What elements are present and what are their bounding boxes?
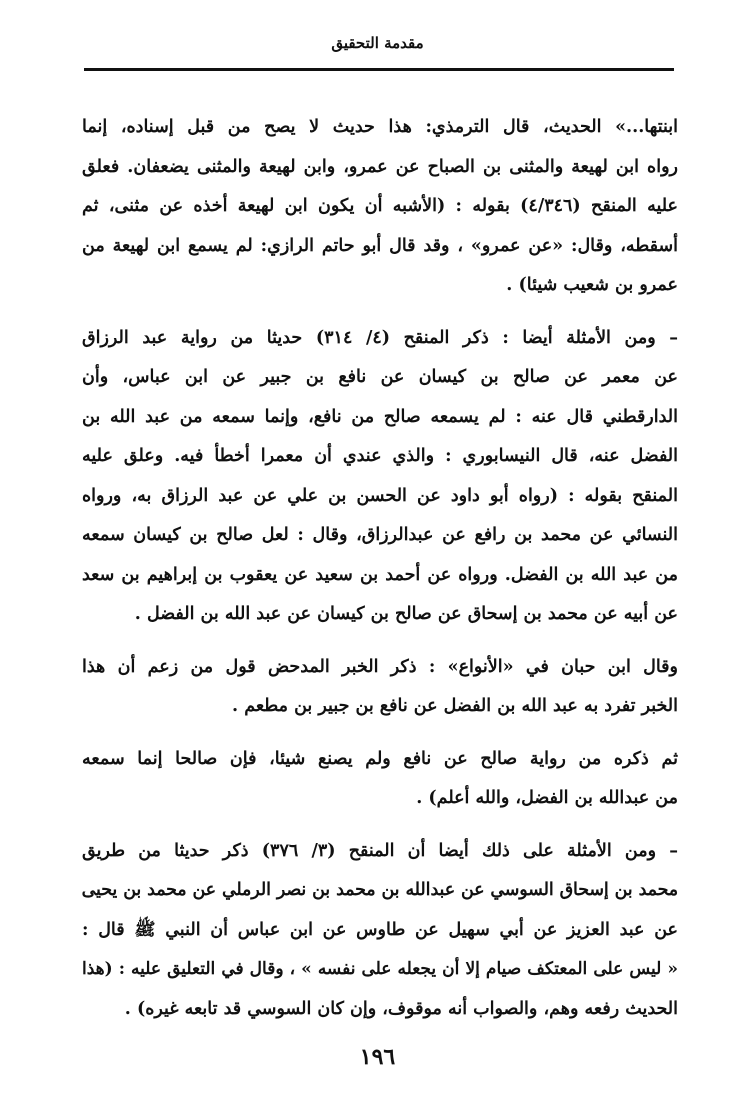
text-line: الحديث رفعه وهم، والصواب أنه موقوف، وإن كان السوسي قد تابعه غيره) . <box>124 998 678 1019</box>
text-line: عليه المنقح (٤/٣٤٦) بقوله : (الأشبه أن يكون ابن لهيعة أخذه عن مثنى، ثم <box>82 196 678 216</box>
text-line: عمرو بن شعيب شيئا) . <box>506 275 678 295</box>
text-line: الدارقطني قال عنه : لم يسمعه صالح من نافع، وإنما سمعه من عبد الله بن <box>82 406 678 427</box>
text-line: النسائي عن محمد بن رافع عن عبدالرزاق، وقال : لعل صالح بن كيسان سمعه <box>82 525 678 545</box>
header-rule <box>84 68 674 71</box>
page-number: ١٩٦ <box>359 1044 396 1070</box>
text-line: ابنتها...» الحديث، قال الترمذي: هذا حديث لا يصح من قبل إسناده، إنما <box>82 117 678 137</box>
text-line: ثم ذكره من رواية صالح عن نافع ولم يصنع شيئا، فإن صالحا إنما سمعه <box>82 748 678 769</box>
text-line: – ومن الأمثلة أيضا : ذكر المنقح (٤/ ٣١٤) حديثا من رواية عبد الرزاق <box>82 327 679 348</box>
paragraph-1 <box>82 108 678 306</box>
paragraph-3 <box>82 648 678 727</box>
text-line: الخبر تفرد به عبد الله بن الفضل عن نافع بن جبير بن مطعم . <box>232 696 678 716</box>
text-line: وقال ابن حبان في «الأنواع» : ذكر الخبر المدحض قول من زعم أن هذا <box>82 656 678 677</box>
text-line: أسقطه، وقال: «عن عمرو» ، وقد قال أبو حاتم الرازي: لم يسمع ابن لهيعة من <box>82 235 678 256</box>
text-line: الفضل عنه، قال النيسابوري : والذي عندي أن معمرا أخطأ فيه. وعلق عليه <box>82 446 678 466</box>
paragraph-5 <box>82 832 678 1030</box>
text-line: – ومن الأمثلة على ذلك أيضا أن المنقح (٣/ ٣٧٦) ذكر حديثا من طريق <box>82 840 678 861</box>
text-line: من عبد الله بن الفضل. ورواه عن أحمد بن سعيد عن يعقوب بن إبراهيم بن سعد <box>82 564 678 585</box>
text-line: من عبدالله بن الفضل، والله أعلم) . <box>416 788 678 808</box>
text-line: عن أبيه عن محمد بن إسحاق عن صالح بن كيسان عن عبد الله بن الفضل . <box>134 604 678 624</box>
text-line: عن معمر عن صالح بن كيسان عن نافع بن جبير عن ابن عباس، وأن <box>82 367 678 387</box>
text-line: « ليس على المعتكف صيام إلا أن يجعله على نفسه » ، وقال في التعليق عليه : (هذا <box>82 959 678 979</box>
text-line: محمد بن إسحاق السوسي عن عبدالله بن محمد بن نصر الرملي عن محمد بن يحيى <box>81 880 678 900</box>
page-body <box>82 108 678 1042</box>
text-line: رواه ابن لهيعة والمثنى بن الصباح عن عمرو، وابن لهيعة والمثنى يضعفان. فعلق <box>82 156 678 177</box>
paragraph-4 <box>82 740 678 819</box>
paragraph-2 <box>82 319 678 635</box>
running-header: مقدمة التحقيق <box>331 34 424 52</box>
text-line: عن عبد العزيز عن أبي سهيل عن طاوس عن ابن عباس أن النبي ﷺ قال : <box>82 919 678 940</box>
text-line: المنقح بقوله : (رواه أبو داود عن الحسن بن علي عن عبد الرزاق به، ورواه <box>82 485 678 506</box>
